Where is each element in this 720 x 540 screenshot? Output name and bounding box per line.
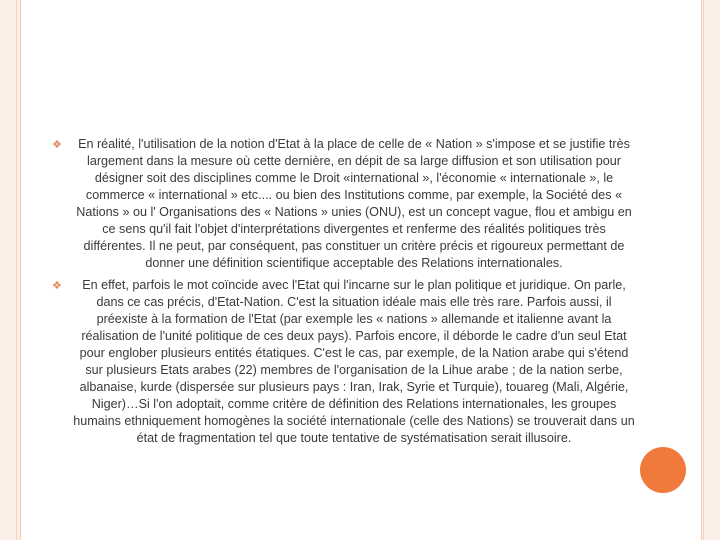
bullet-list bbox=[50, 136, 638, 452]
bullet-text: En réalité, l'utilisation de la notion d'Etat à la place de celle de « Nation » s'impose et se justifie très largement dans la mesure où cette dernière, en dépit de sa large diffusion et son utilisation pour désigner soit des disciplines comme le Droit «international », l'économie « internationale », le commerce « international » etc.... ou bien des Institutions comme, par exemple, la Société des « Nations » ou l' Organisations des « Nations » unies (ONU), est un concept vague, flou et ambigu en ce sens qu'il fait l'objet d'interprétations divergentes et renferme des réalités politiques très différentes. Il ne peut, par conséquent, pas constituer un critère précis et rigoureux permettant de donner une définition scientifique acceptable des Relations internationales. bbox=[76, 137, 632, 270]
bullet-item bbox=[50, 277, 638, 447]
bullet-text: En effet, parfois le mot coïncide avec l'Etat qui l'incarne sur le plan politique et juridique. On parle, dans ce cas précis, d'Etat-Nation. C'est la situation idéale mais elle très rare. Parfois aussi, il préexiste à la formation de l'Etat (par exemple les « nations » allemande et italienne avant la réalisation de l'unité politique de ces deux pays). Parfois encore, il déborde le cadre d'un seul Etat pour englober plusieurs entités étatiques. C'est le cas, par exemple, de la Nation arabe qui s'étend sur plusieurs Etats arabes (22) membres de l'organisation de la Lihue arabe ; de la nation serbe, albanaise, kurde (dispersée sur plusieurs pays : Iran, Irak, Syrie et Turquie), touareg (Mali, Algérie, Niger)…Si l'on adoptait, comme critère de définition des Relations internationales, les groupes humains ethniquement homogènes la société internationale (celle des Nations) se trouverait dans un état de fragmentation tel que toute tentative de systématisation serait illusoire. bbox=[73, 278, 635, 445]
diamond-bullet-icon: ❖ bbox=[52, 138, 62, 151]
right-border-line bbox=[703, 0, 704, 540]
left-border-line bbox=[16, 0, 17, 540]
bullet-item bbox=[50, 136, 638, 272]
diamond-bullet-icon: ❖ bbox=[52, 279, 62, 292]
decorative-orange-circle bbox=[640, 447, 686, 493]
